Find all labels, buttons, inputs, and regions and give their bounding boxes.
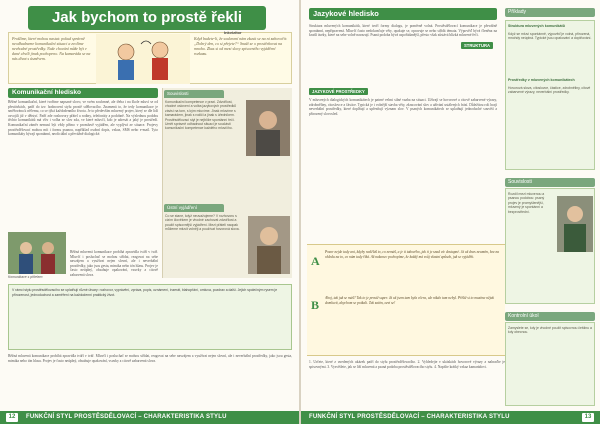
tasks-text: 1. Určete, které z uvedených ukázek patří do stylu prostěsdělovacího. 2. Vyhledejte v ukázkách hovorové výrazy a nahraďte je spisovnými. 3. Vysvětlete, jak se liší mluvená a psaná podoba prostěsdělovacího stylu. 4. Napište krátký vzkaz kamarádovi. bbox=[309, 360, 505, 369]
portrait-photo-2 bbox=[248, 216, 290, 274]
language-text: V mluvených dialogických komunikátech je patrné velmi silné vazba na situaci. Užívají se hovorové a citově zabarvené výrazy, zdrobněliny, citoslovce a částice. Typická je i volnější stavba věty, zkracování slov a užívání ustálených frází. Důležitou roli hrají neverbální prostředky, které doplňují a upřesňují význam slov. V psaných komunikátech se uplatňují jednoduché souvětí a přirozený slovosled. bbox=[309, 98, 497, 116]
side-text: Komunikační kompetence v praxi. Zdvořilost, vhodné oslovení a volba jazykových prostředků závisí na tom, s kým mluvíme. Jinak mluvíme s kamarádem, jinak s rodiči a jinak s úředníkem. Prostěsdělovací styl je nejblíže spontánní řeči. Umět správně odhadnout situaci je součástí komunikační kompetence každého mluvčího. bbox=[165, 100, 237, 131]
side-box-1-text: Když se mluví spontánně, výpověď je volná, přirozená, mnohdy neúplná. Typické jsou opakování a doplňování. bbox=[508, 32, 592, 41]
footer-text-right: FUNKČNÍ STYL PROSTĚSDĚLOVACÍ – CHARAKTERISTIKA STYLU bbox=[309, 414, 510, 420]
side-heading: Souvislosti bbox=[164, 90, 224, 98]
structure-tag: STRUKTURA bbox=[461, 42, 493, 49]
left-page bbox=[0, 0, 299, 424]
intro-text-left: Prošlíme, které mohou nastat: pokud správně neodhadneme komunikační situaci a zvolíme nevhodné prostředky. Naše chování může být v dané chvíli jinak pochopeno. Na kamaráda se na nás dívat s úsměvem. bbox=[12, 36, 91, 61]
right-page bbox=[301, 0, 600, 424]
side-text-2: Co se stane, když neuvažujeme? V rozhovoru s cizím člověkem je vhodné zachovat zdvořilost a použít spisovnější vyjádření. Mezi přáteli naopak můžeme mluvit volněji a používat hovorová slova. bbox=[165, 214, 240, 232]
photo-caption: Komunikace s přítelem bbox=[8, 275, 43, 279]
summary-text: V rámci stylu prostěsdělovacího se uplatňují různé útvary: rozhovor, vyprávění, zpráva, popis, oznámení, inzerát, blahopřání, omluva, pozdrav a další. Jejich společným rysem je přirozenost, jednoduchost a zaměření na každodenní praktický život. bbox=[12, 288, 278, 297]
cartoon-label: Inkvizitor bbox=[224, 30, 242, 35]
intro-text-right: Když budete-li, že soukromí nám zkusit se na ni zahovořit: „Dobrý den, co si přejete?“ Snaží se o prostřekovat na mnoho. Zkus si od mezi slovy spisovného vyjádření rozkazu. bbox=[194, 36, 288, 56]
section-body: Běžné komunikační, které tvoříme napsané slovo, ve svém souhrnné, ale třeba i na škole mluví se od přestávkách, patří do tzv. hodnocení stylu prostě sdělovacího. Znamená to, že tedy komunikace je směřována k něčemu, co se týká každodenního života. Je to především mluvený projev, který se dle lidí osvojili již v dětství. Patří zde rozhovory přátel a rodiny, telefonáty a podobně. Na výslednou podobu těchto komunikátů má vliv i volba ze slov zda, ve které mluvčí, kdo je adresát a jaký je prostředí. Komunikační záměr nemusí být vždy přímo v promluvě vyjádřen, ale vyplývá ze situace. Projevy prostěsdělovací mohou mít i formu psanou, například osobní dopis, vzkaz, SMS nebo e-mail. Tyto komunikáty bývají spontánní, neoficiální a převážně dialogické. bbox=[8, 100, 158, 137]
page-title: Jak bychom to prostě řekli bbox=[28, 6, 266, 30]
side-heading-right: Příklady bbox=[505, 8, 595, 17]
side-box-2-text: Hovorová slova, citoslovce, částice, zdrobněliny, citově zabarvené výrazy, neverbální prostředky. bbox=[508, 86, 591, 95]
portrait-photo bbox=[246, 100, 290, 156]
side-box-2-title: Prostředky v mluvených komunikátech bbox=[508, 78, 575, 82]
side-box-3-text: Rozdíl mezi mluvenou a psanou podobou: psaný projev je promyšlenější, mluvený je spontánní a bezprostřední. bbox=[508, 192, 545, 214]
quote-a: Pozor nejde tady ani, kdyby neděláš to, co nemáš, a je ti takového, jak ti je snad víc dostupné. Já už dnes neumím, bez na ohledu na to, co nám tady říká. Až nakonec pochopíme, že každý má svůj vlastní způsob, jak se vyjádřit. bbox=[325, 250, 500, 259]
page-number-right: 13 bbox=[582, 413, 594, 422]
friends-photo bbox=[8, 232, 66, 274]
footer-text: FUNKČNÍ STYL PROSTĚSDĚLOVACÍ – CHARAKTERISTIKA STYLU bbox=[26, 414, 227, 420]
quote-b: Ahoj, tak jak se máš? Tak to je prostě super. Já už jsem tam byla včera, ale nikdo tam nebyl. Příště si to musíme nějak domluvit, abychom se potkali. Tak zatím, ozvi se! bbox=[325, 296, 495, 305]
quote-marker-a: A bbox=[311, 254, 320, 268]
section-heading: Komunikační hledisko bbox=[8, 88, 158, 98]
section-body-2: Běžná mluvená komunikace probíhá zpravidla tváří v tvář. Mluvčí i posluchač se mohou střídat, reagovat na sebe navzájem a využívat nejen slovní, ale i neverbální prostředky, jako jsou gesta, mimika nebo tón hlasu. Projev je často neúplný, obsahuje opakování, vsuvky a citově zabarvená slova. bbox=[70, 250, 158, 277]
page-number: 12 bbox=[6, 413, 18, 422]
quote-marker-b: B bbox=[311, 298, 320, 312]
side-heading-right-2: Souvislosti bbox=[505, 178, 595, 187]
side-heading-2: Ústní vyjádření bbox=[164, 204, 224, 212]
section-heading-right: Jazykové hledisko bbox=[309, 8, 497, 20]
side-box-1-title: Struktura mluvených komunikátů bbox=[508, 24, 565, 28]
page-footer-right bbox=[301, 411, 600, 424]
side-heading-right-3: Kontrolní úkol bbox=[505, 312, 595, 321]
exercise-text: Běžná mluvená komunikace probíhá zpravidla tváří v tvář. Mluvčí i posluchač se mohou střídat, reagovat na sebe navzájem a využívat nejen slovní, ale i neverbální prostředky, jako jsou gesta, mimika nebo tón hlasu. Projev je často neúplný, obsahuje opakování, vsuvky a citově zabarvená slova. bbox=[8, 354, 292, 363]
side-photo bbox=[557, 196, 593, 252]
side-box-4-text: Zamyslete se, kdy je vhodné použít spisovnou češtinu a kdy obecnou. bbox=[508, 326, 592, 335]
structure-text: Struktura mluvených komunikátů, které tvoří formy dialogu, je poměrně volná. Prostěsdělovací komunikace je převážně spontánní, nepřipravená. Mluvčí často nedokončuje věty, opakuje se, opravuje se nebo střídá témata. Výpověď bývá členěna na kratší úseky, které na sebe volně navazují. Psaná podoba bývá uspořádanější, přesto však zůstává blízká mluvené řeči. bbox=[309, 24, 497, 38]
summary-box bbox=[8, 284, 292, 350]
cartoon-illustration bbox=[96, 34, 190, 84]
language-tag: JAZYKOVÉ PROSTŘEDKY bbox=[309, 88, 368, 95]
page-footer bbox=[0, 411, 299, 424]
